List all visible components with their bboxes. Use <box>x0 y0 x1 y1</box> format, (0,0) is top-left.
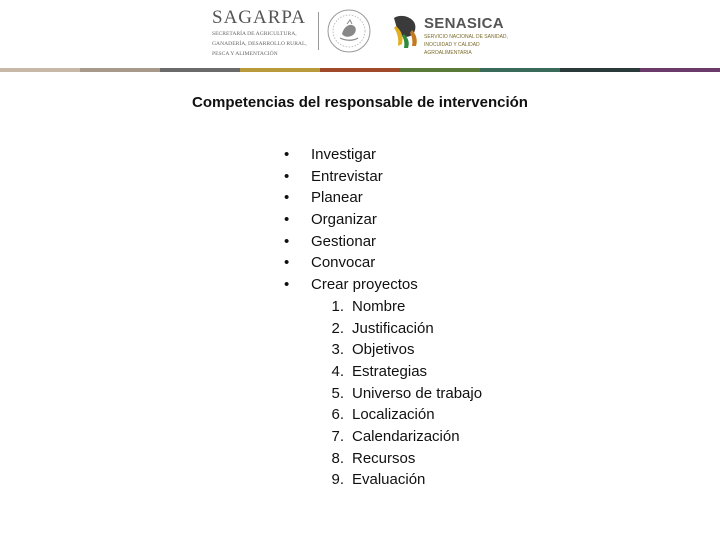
bullet-text: Convocar <box>311 254 376 272</box>
color-bar-segment <box>640 68 720 72</box>
item-text: Localización <box>352 406 435 424</box>
sagarpa-title: SAGARPA <box>212 7 306 28</box>
color-bar-segment <box>560 68 640 72</box>
color-bar-segment <box>160 68 240 72</box>
senasica-logo-text <box>424 16 516 56</box>
item-text: Nombre <box>352 297 406 315</box>
senasica-subtitle-3: AGROALIMENTARIA <box>424 50 472 56</box>
item-number: 8. <box>331 449 344 467</box>
sagarpa-subtitle-2: GANADERÍA, DESARROLLO RURAL, <box>212 41 307 47</box>
bullet-marker: • <box>284 189 290 207</box>
bullet-marker: • <box>284 146 290 163</box>
bullet-marker: • <box>284 276 290 294</box>
slide-title: Competencias del responsable de intervención <box>192 94 528 111</box>
bullet-text: Entrevistar <box>311 167 383 185</box>
senasica-subtitle-1: SERVICIO NACIONAL DE SANIDAD, <box>424 34 508 40</box>
item-number: 3. <box>331 341 344 359</box>
senasica-subtitle-2: INOCUIDAD Y CALIDAD <box>424 42 480 48</box>
item-text: Universo de trabajo <box>352 384 483 402</box>
item-number: 7. <box>331 427 344 445</box>
color-bar-segment <box>320 68 400 72</box>
color-bar-segment <box>240 68 320 72</box>
item-text: Justificación <box>352 319 434 337</box>
bullet-text: Organizar <box>311 211 377 229</box>
senasica-title: SENASICA <box>424 15 504 32</box>
color-bar-segment <box>400 68 480 72</box>
item-text: Evaluación <box>352 471 426 489</box>
sagarpa-subtitle-3: PESCA Y ALIMENTACIÓN <box>212 51 278 57</box>
item-number: 4. <box>331 362 344 380</box>
item-text: Calendarización <box>352 427 460 445</box>
color-bar-segment <box>480 68 560 72</box>
bullet-marker: • <box>284 211 290 229</box>
senasica-emblem-icon <box>390 12 424 50</box>
sagarpa-subtitle-1: SECRETARÍA DE AGRICULTURA, <box>212 31 297 37</box>
bullet-text: Crear proyectos <box>311 276 418 294</box>
item-number: 9. <box>331 471 344 489</box>
sagarpa-logo <box>212 8 312 58</box>
bullet-text: Investigar <box>311 146 377 163</box>
bullet-marker: • <box>284 232 290 250</box>
item-number: 1. <box>331 297 344 315</box>
color-bar-segment <box>0 68 80 72</box>
color-bar-segment <box>80 68 160 72</box>
item-text: Recursos <box>352 449 416 467</box>
item-text: Objetivos <box>352 341 415 359</box>
header <box>0 0 720 72</box>
header-divider <box>318 12 319 50</box>
item-number: 5. <box>331 384 344 402</box>
bullet-marker: • <box>284 254 290 272</box>
bullet-text: Planear <box>311 189 363 207</box>
header-color-bar <box>0 68 720 72</box>
item-text: Estrategias <box>352 362 428 380</box>
mexico-seal-icon <box>326 8 372 54</box>
bullet-marker: • <box>284 167 290 185</box>
bullet-text: Gestionar <box>311 232 377 250</box>
item-number: 6. <box>331 406 344 424</box>
item-number: 2. <box>331 319 344 337</box>
